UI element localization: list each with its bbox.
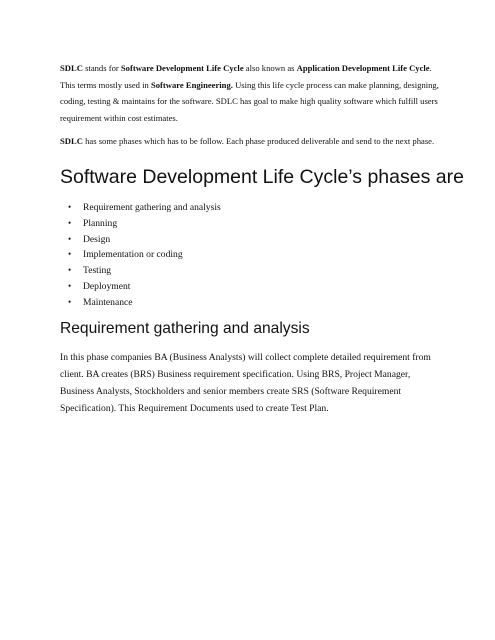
field-name: Software Engineering.: [150, 79, 233, 90]
phase-label: Deployment: [83, 280, 131, 292]
sdlc-term: SDLC: [60, 63, 83, 73]
list-item: [60, 216, 440, 232]
bullet-icon: •: [68, 249, 72, 260]
phases-heading: Software Development Life Cycle’s phases are: [60, 165, 464, 188]
sdlc-full-name: Software Development Life Cycle: [120, 63, 244, 73]
intro-text-3: . This terms mostly used in: [60, 63, 432, 90]
list-item: [60, 263, 440, 279]
list-item: [60, 247, 440, 263]
phase-label: Planning: [83, 217, 118, 229]
bullet-icon: •: [68, 201, 72, 212]
section-paragraph: In this phase companies BA (Business Analysts) will collect complete detailed requirement from client. BA creates (BRS) Business requirement specification. Using BRS, Project Manager, Business Analysts, Stockholders and senior members create SRS (Software Requirement Specification). This Requirement Documents used to create Test Plan.: [60, 351, 431, 414]
document-content: [60, 60, 464, 417]
adlc-full-name: Application Development Life Cycle: [296, 63, 430, 73]
sdlc-term-2: SDLC: [60, 136, 83, 147]
bullet-icon: •: [68, 217, 72, 228]
phase-label: Maintenance: [83, 296, 133, 308]
section-heading: Requirement gathering and analysis: [60, 319, 310, 337]
list-item: [60, 295, 440, 311]
bullet-icon: •: [68, 265, 72, 276]
bullet-icon: •: [68, 296, 72, 307]
phases-list: [60, 200, 440, 311]
list-item: [60, 200, 440, 216]
phase-label: Design: [83, 233, 111, 245]
phase-label: Testing: [83, 265, 112, 277]
intro-text-4: Using this life cycle process can make planning, designing, coding, testing & maintains for the software. SDLC has goal to make high quality software which fulfill users requirement within cost estimates.: [60, 79, 439, 123]
intro-text-2: also known as: [243, 63, 297, 73]
bullet-icon: •: [68, 280, 72, 291]
phase-label: Implementation or coding: [83, 249, 183, 261]
intro-text-1: stands for: [82, 63, 121, 73]
phases-intro-paragraph: [60, 133, 440, 150]
intro-paragraph: [60, 60, 440, 126]
phases-intro-text: has some phases which has to be follow. Each phase produced deliverable and send to the next phase.: [82, 136, 435, 147]
list-item: [60, 279, 440, 295]
list-item: [60, 232, 440, 248]
phase-label: Requirement gathering and analysis: [83, 201, 221, 213]
bullet-icon: •: [68, 233, 72, 244]
